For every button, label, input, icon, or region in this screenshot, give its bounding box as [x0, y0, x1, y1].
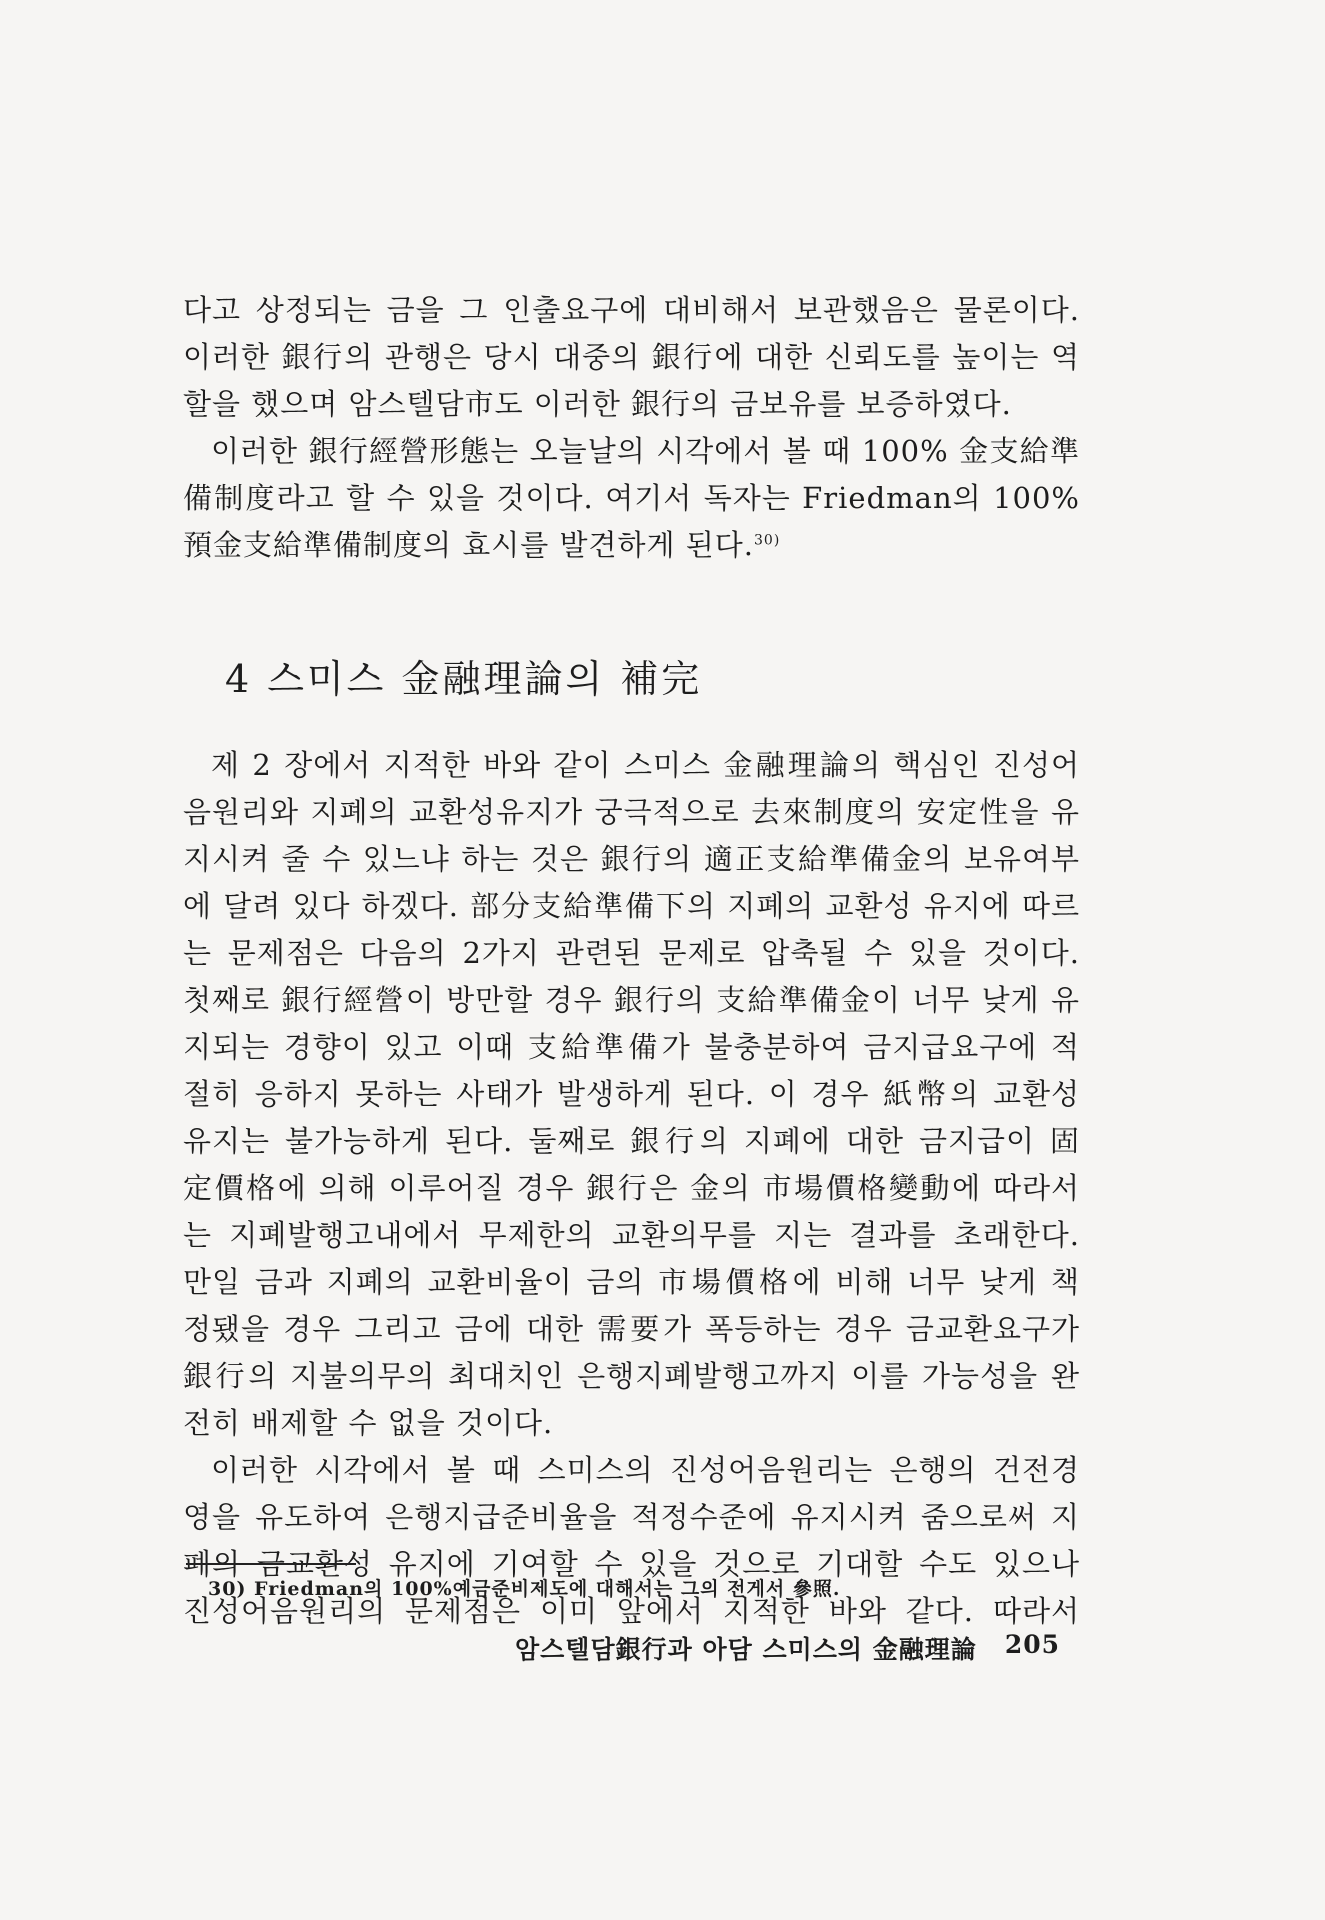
- footnote-reference: 30): [754, 532, 781, 549]
- text-line: 이러한 銀行의 관행은 당시 대중의 銀行에 대한 신뢰도를 높이는 역: [183, 340, 1080, 374]
- section-heading: 4 스미스 金融理論의 補完: [225, 657, 703, 701]
- footnote-divider: [186, 1563, 356, 1565]
- footer-title: 암스텔담銀行과 아담 스미스의 金融理論: [515, 1635, 977, 1664]
- text-line: 정됐을 경우 그리고 금에 대한 需要가 폭등하는 경우 금교환요구가: [183, 1312, 1080, 1346]
- text-line: 첫째로 銀行經營이 방만할 경우 銀行의 支給準備金이 너무 낮게 유: [183, 983, 1080, 1017]
- text-line: 할을 했으며 암스텔담市도 이러한 銀行의 금보유를 보증하였다.: [183, 387, 1012, 421]
- text-line: 진성어음원리의 문제점은 이미 앞에서 지적한 바와 같다. 따라서: [183, 1594, 1080, 1628]
- text-line: 영을 유도하여 은행지급준비율을 적정수준에 유지시켜 줌으로써 지: [183, 1500, 1080, 1534]
- text-line: 전히 배제할 수 없을 것이다.: [183, 1406, 554, 1440]
- text-line: 만일 금과 지폐의 교환비율이 금의 市場價格에 비해 너무 낮게 책: [183, 1265, 1080, 1299]
- text-line-with-footnote: [183, 522, 1080, 569]
- text-line: 폐의 금교환성 유지에 기여할 수 있을 것으로 기대할 수도 있으나: [183, 1547, 1080, 1581]
- text-line: 이러한 銀行經營形態는 오늘날의 시각에서 볼 때 100% 金支給準: [211, 434, 1080, 468]
- text-line: 定價格에 의해 이루어질 경우 銀行은 金의 市場價格變動에 따라서: [183, 1171, 1080, 1205]
- text-line: 는 지폐발행고내에서 무제한의 교환의무를 지는 결과를 초래한다.: [183, 1218, 1080, 1252]
- text-line: 備制度라고 할 수 있을 것이다. 여기서 독자는 Friedman의 100%: [183, 481, 1080, 515]
- text-line: 預金支給準備制度의 효시를 발견하게 된다.: [183, 528, 755, 562]
- text-line: 지시켜 줄 수 있느냐 하는 것은 銀行의 適正支給準備金의 보유여부: [183, 842, 1080, 876]
- text-line: 절히 응하지 못하는 사태가 발생하게 된다. 이 경우 紙幣의 교환성: [183, 1077, 1080, 1111]
- text-line: 銀行의 지불의무의 최대치인 은행지폐발행고까지 이를 가능성을 완: [183, 1359, 1080, 1393]
- text-line: 지되는 경향이 있고 이때 支給準備가 불충분하여 금지급요구에 적: [183, 1030, 1080, 1064]
- text-line: 에 달려 있다 하겠다. 部分支給準備下의 지폐의 교환성 유지에 따르: [183, 889, 1080, 923]
- footnote: 30) Friedman의 100%예금준비제도에 대해서는 그의 전게서 參照.: [208, 1578, 841, 1600]
- page-number: 205: [1004, 1630, 1060, 1659]
- paragraph-block-2: [183, 742, 1080, 1635]
- text-line: 는 문제점은 다음의 2가지 관련된 문제로 압축될 수 있을 것이다.: [183, 936, 1080, 970]
- text-line: 유지는 불가능하게 된다. 둘째로 銀行의 지폐에 대한 금지급이 固: [183, 1124, 1080, 1158]
- text-line: 제 2 장에서 지적한 바와 같이 스미스 金融理論의 핵심인 진성어: [211, 748, 1080, 782]
- paragraph-block-1: [183, 287, 1080, 569]
- running-footer: [515, 1630, 1060, 1666]
- text-line: 이러한 시각에서 볼 때 스미스의 진성어음원리는 은행의 건전경: [211, 1453, 1080, 1487]
- text-line: 다고 상정되는 금을 그 인출요구에 대비해서 보관했음은 물론이다.: [183, 293, 1080, 327]
- text-line: 음원리와 지폐의 교환성유지가 궁극적으로 去來制度의 安定性을 유: [183, 795, 1080, 829]
